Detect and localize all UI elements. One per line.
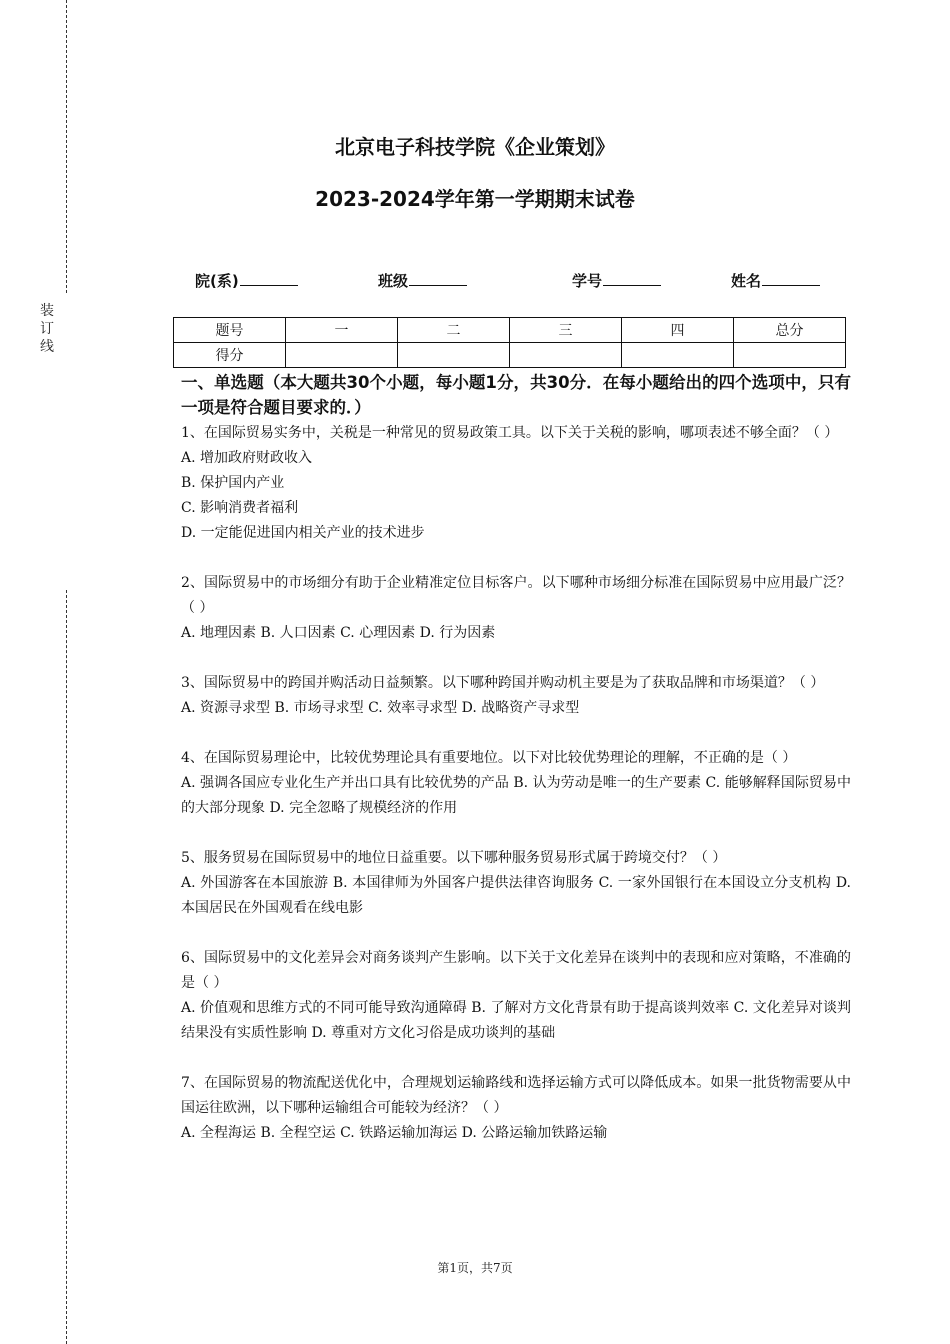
exam-title-line2: 2023-2024学年第一学期期末试卷 xyxy=(315,187,635,211)
score-header-cell: 总分 xyxy=(734,318,846,343)
score-cell[interactable] xyxy=(398,343,510,368)
question-option: D. 一定能促进国内相关产业的技术进步 xyxy=(181,525,425,541)
binding-char: 线 xyxy=(40,339,54,355)
question-option: B. 保护国内产业 xyxy=(181,475,285,491)
question-option: A. 价值观和思维方式的不同可能导致沟通障碍 B. 了解对方文化背景有助于提高谈判效率 C. 文化差异对谈判结果没有实质性影响 D. 尊重对方文化习俗是成功谈判的基础 xyxy=(181,1000,851,1041)
question-options xyxy=(181,771,851,821)
question-item xyxy=(181,671,851,721)
question-option: A. 地理因素 B. 人口因素 C. 心理因素 D. 行为因素 xyxy=(181,625,496,641)
question-options xyxy=(181,696,851,721)
class-blank[interactable] xyxy=(409,271,467,286)
question-option: C. 影响消费者福利 xyxy=(181,500,299,516)
question-item xyxy=(181,421,851,546)
exam-title-line1: 北京电子科技学院《企业策划》 xyxy=(335,135,615,159)
score-header-cell: 二 xyxy=(398,318,510,343)
section-heading: 一、单选题（本大题共30个小题，每小题1分，共30分．在每小题给出的四个选项中，只有一项是符合题目要求的．） xyxy=(181,373,851,417)
question-options xyxy=(181,621,851,646)
class-field xyxy=(378,270,467,291)
name-blank[interactable] xyxy=(762,271,820,286)
department-label: 院(系) xyxy=(195,272,239,290)
question-stem: 5、服务贸易在国际贸易中的地位日益重要。以下哪种服务贸易形式属于跨境交付？（ ） xyxy=(181,850,727,866)
question-item xyxy=(181,846,851,921)
student-id-label: 学号 xyxy=(572,272,603,290)
question-option: A. 资源寻求型 B. 市场寻求型 C. 效率寻求型 D. 战略资产寻求型 xyxy=(181,700,580,716)
name-label: 姓名 xyxy=(731,272,762,290)
score-header-cell: 题号 xyxy=(174,318,286,343)
class-label: 班级 xyxy=(378,272,409,290)
question-stem: 7、在国际贸易的物流配送优化中，合理规划运输路线和选择运输方式可以降低成本。如果一批货物需要从中国运往欧洲，以下哪种运输组合可能较为经济？（ ） xyxy=(181,1075,851,1116)
question-stem: 3、国际贸易中的跨国并购活动日益频繁。以下哪种跨国并购动机主要是为了获取品牌和市场渠道？（ ） xyxy=(181,675,825,691)
score-cell[interactable] xyxy=(286,343,398,368)
score-header-cell: 三 xyxy=(510,318,622,343)
score-header-cell: 四 xyxy=(622,318,734,343)
question-list xyxy=(181,421,851,1146)
question-content xyxy=(181,370,851,1171)
department-blank[interactable] xyxy=(240,271,298,286)
score-header-cell: 一 xyxy=(286,318,398,343)
page-footer: 第1页，共7页 xyxy=(437,1261,513,1275)
question-options xyxy=(181,871,851,921)
score-table-score-row xyxy=(174,343,846,368)
score-cell[interactable] xyxy=(510,343,622,368)
question-stem: 6、国际贸易中的文化差异会对商务谈判产生影响。以下关于文化差异在谈判中的表现和应对策略，不准确的是（ ） xyxy=(181,950,851,991)
binding-dashed-line-bottom xyxy=(66,590,67,1344)
question-item xyxy=(181,1071,851,1146)
question-option: A. 增加政府财政收入 xyxy=(181,450,313,466)
question-item xyxy=(181,946,851,1046)
question-item xyxy=(181,571,851,646)
binding-char: 订 xyxy=(40,321,54,337)
score-cell[interactable] xyxy=(622,343,734,368)
score-table xyxy=(173,317,846,368)
name-field xyxy=(731,270,820,291)
question-option: A. 强调各国应专业化生产并出口具有比较优势的产品 B. 认为劳动是唯一的生产要素 C. 能够解释国际贸易中的大部分现象 D. 完全忽略了规模经济的作用 xyxy=(181,775,851,816)
department-field xyxy=(195,270,298,291)
binding-char: 装 xyxy=(40,303,54,319)
question-options xyxy=(181,996,851,1046)
binding-label xyxy=(38,302,56,356)
score-row-label: 得分 xyxy=(174,343,286,368)
score-cell[interactable] xyxy=(734,343,846,368)
question-item xyxy=(181,746,851,821)
student-id-blank[interactable] xyxy=(603,271,661,286)
question-stem: 2、国际贸易中的市场细分有助于企业精准定位目标客户。以下哪种市场细分标准在国际贸易中应用最广泛？（ ） xyxy=(181,575,851,616)
question-options xyxy=(181,446,851,546)
question-options xyxy=(181,1121,851,1146)
student-id-field xyxy=(572,270,661,291)
question-stem: 1、在国际贸易实务中，关税是一种常见的贸易政策工具。以下关于关税的影响，哪项表述不够全面？（ ） xyxy=(181,425,839,441)
question-stem: 4、在国际贸易理论中，比较优势理论具有重要地位。以下对比较优势理论的理解，不正确的是（ ） xyxy=(181,750,797,766)
question-option: A. 外国游客在本国旅游 B. 本国律师为外国客户提供法律咨询服务 C. 一家外国银行在本国设立分支机构 D. 本国居民在外国观看在线电影 xyxy=(181,875,851,916)
question-option: A. 全程海运 B. 全程空运 C. 铁路运输加海运 D. 公路运输加铁路运输 xyxy=(181,1125,608,1141)
score-table-header-row xyxy=(174,318,846,343)
